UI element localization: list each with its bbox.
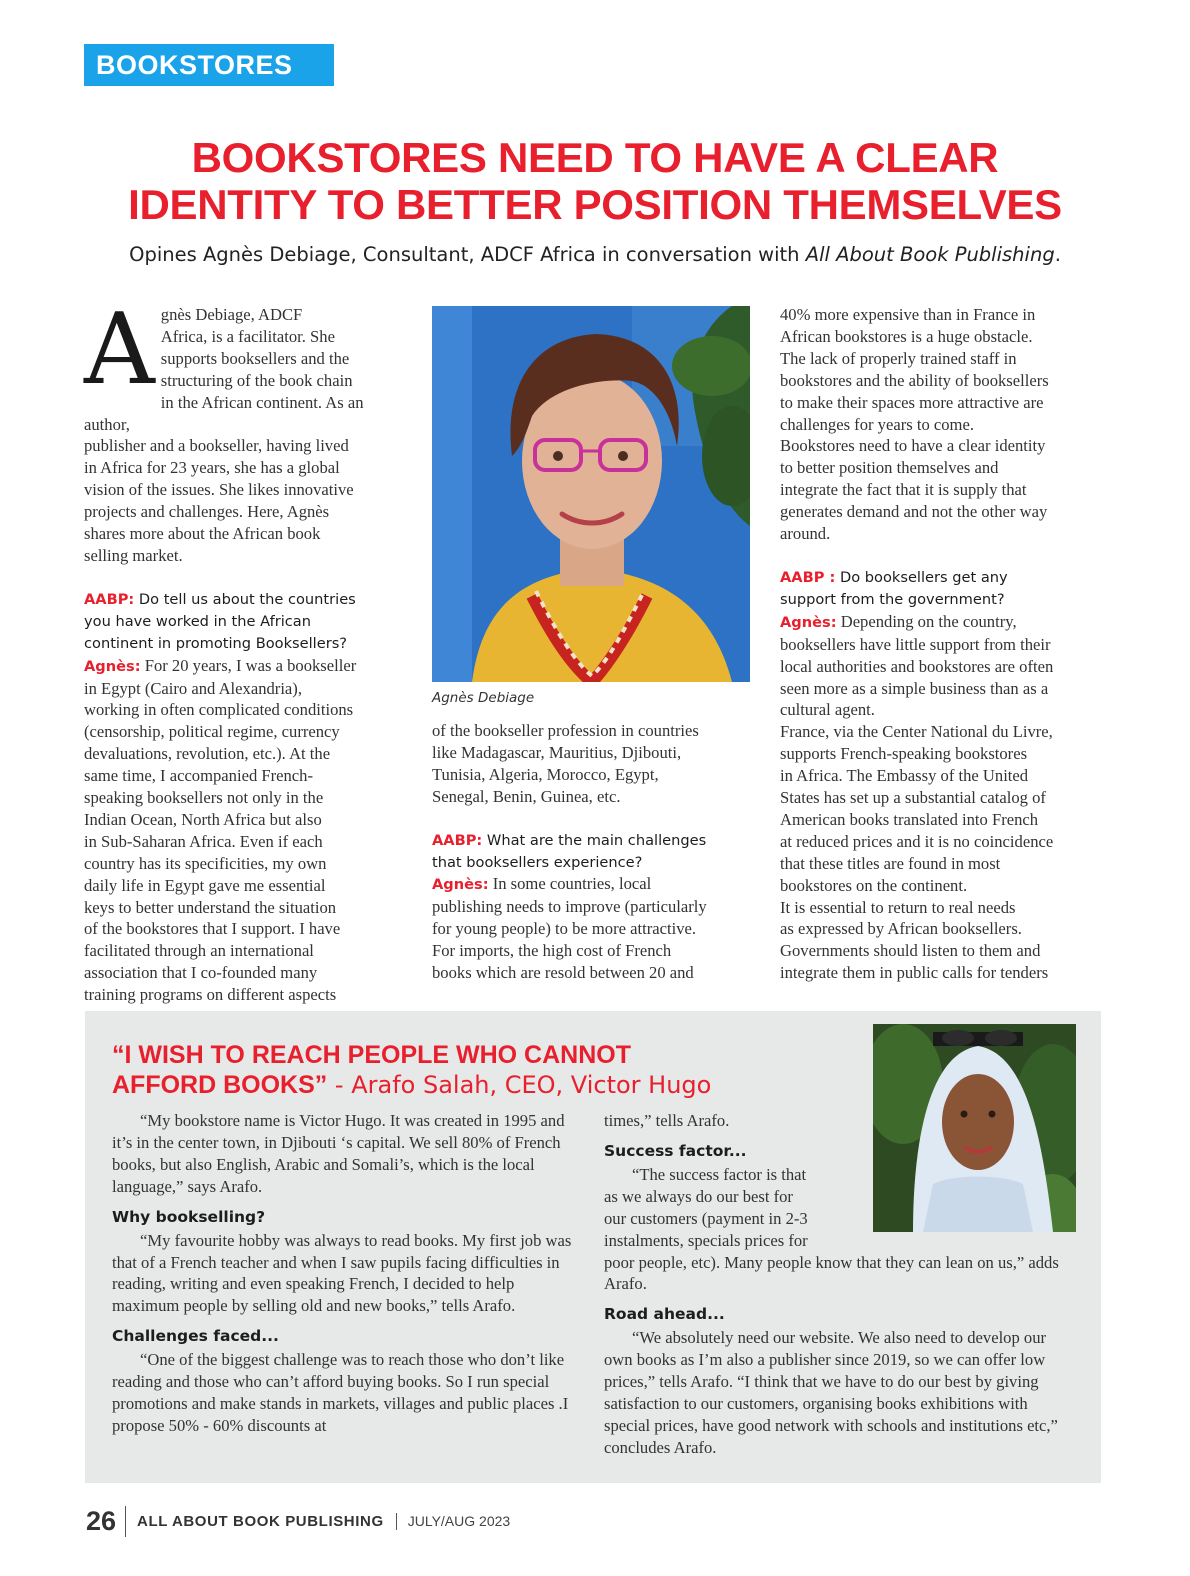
text-line: 40% more expensive than in France in: [780, 305, 1036, 324]
text-line: Senegal, Benin, Guinea, etc.: [432, 786, 621, 806]
text-line: keys to better understand the situation: [84, 897, 337, 917]
text-line: structuring of the book chain: [160, 370, 353, 390]
answer-label: Agnès:: [780, 613, 837, 631]
text-line: Africa, is a facilitator. She: [160, 326, 335, 346]
text-line: devaluations, revolution, etc.). At the: [84, 744, 331, 764]
sidebar-subheading-1: Why bookselling?: [112, 1207, 266, 1226]
sidebar-subheading-4: Road ahead...: [604, 1305, 725, 1324]
text-line: for young people) to be more attractive.: [432, 919, 697, 939]
text-line: American books translated into French: [780, 809, 1039, 829]
sidebar-paragraph-4: [604, 1164, 844, 1252]
text-line: booksellers have little support from their: [780, 634, 1051, 654]
text-line: in Egypt (Cairo and Alexandria),: [84, 678, 302, 698]
text-line: “The success factor is that: [632, 1164, 807, 1184]
question-line: Do booksellers get any: [835, 568, 1008, 586]
sidebar-subheading-2: Challenges faced...: [112, 1327, 279, 1346]
page-footer: [86, 1504, 510, 1538]
text-line: to make their spaces more attractive are: [780, 392, 1044, 412]
sidebar-column-2: [604, 1110, 1074, 1459]
text-line: of the bookseller profession in countries: [432, 721, 699, 740]
text-line: France, via the Center National du Livre,: [780, 722, 1053, 742]
answer-1-first: For 20 years, I was a bookseller: [140, 655, 357, 675]
question-line: that booksellers experience?: [432, 853, 643, 871]
sidebar-title-line-2: AFFORD BOOKS”: [112, 1071, 328, 1099]
text-line: cultural agent.: [780, 700, 875, 720]
sidebar-byline: - Arafo Salah, CEO, Victor Hugo: [327, 1071, 712, 1099]
question-line: What are the main challenges: [482, 831, 707, 849]
answer-2: [432, 873, 752, 984]
text-line: local authorities and bookstores are often: [780, 656, 1054, 676]
article-column-2: [432, 720, 752, 984]
text-line: supports booksellers and the: [160, 348, 350, 368]
subhead-publication: All About Book Publishing: [805, 243, 1055, 266]
answer-label: Agnès:: [432, 876, 489, 894]
sidebar-subheading-3: Success factor...: [604, 1141, 747, 1160]
text-line: publishing needs to improve (particularly: [432, 897, 707, 917]
text-line: selling market.: [84, 545, 183, 565]
text-line: It is essential to return to real needs: [780, 897, 1016, 917]
text-line: in Africa. The Embassy of the United: [780, 766, 1029, 786]
question-line: you have worked in the African: [84, 612, 311, 630]
text-line: Indian Ocean, North Africa but also: [84, 809, 322, 829]
text-line: around.: [780, 524, 831, 544]
answer-3-first: Depending on the country,: [836, 611, 1017, 631]
sidebar-paragraph-5: “We absolutely need our website. We also need to develop our own books as I’m also a publisher since 2019, so we can offer low prices,” tells Arafo. “I think that we have to do our best by giving satisfaction to our customers, organising books exhibitions with special prices, have good network with schools and institutions etc,” concludes Arafo.: [604, 1328, 1058, 1457]
sidebar-title-line-1: “I WISH TO REACH PEOPLE WHO CANNOT: [112, 1041, 631, 1069]
text-line: States has set up a substantial catalog of: [780, 788, 1046, 808]
text-line: seen more as a simple business than as a: [780, 678, 1049, 698]
text-line: Tunisia, Algeria, Morocco, Egypt,: [432, 764, 659, 784]
question-label: AABP :: [780, 568, 836, 586]
text-line: to better position themselves and: [780, 458, 999, 478]
text-line: training programs on different aspects: [84, 985, 337, 1005]
text-line: speaking booksellers not only in the: [84, 788, 324, 808]
sidebar-column-1: [112, 1110, 582, 1437]
article-column-3: [780, 304, 1105, 984]
text-line: at reduced prices and it is no coincidence: [780, 831, 1054, 851]
text-line: projects and challenges. Here, Agnès: [84, 502, 330, 522]
drop-cap: A: [84, 293, 155, 407]
headline-line-1: BOOKSTORES NEED TO HAVE A CLEAR: [191, 134, 999, 181]
text-line: Governments should listen to them and: [780, 941, 1041, 961]
text-line: integrate the fact that it is supply that: [780, 480, 1027, 500]
text-line: (censorship, political regime, currency: [84, 722, 340, 742]
text-line: The lack of properly trained staff in: [780, 348, 1017, 368]
question-1: [84, 589, 402, 655]
text-line: shares more about the African book: [84, 524, 321, 544]
text-line: same time, I accompanied French-: [84, 766, 313, 786]
sidebar-title: [112, 1040, 812, 1100]
text-line: in Sub-Saharan Africa. Even if each: [84, 831, 323, 851]
text-line: working in often complicated conditions: [84, 700, 354, 720]
text-line: daily life in Egypt gave me essential: [84, 875, 326, 895]
subheadline: [60, 240, 1130, 270]
headline: [60, 134, 1130, 228]
text-line: generates demand and not the other way: [780, 502, 1048, 522]
question-line: Do tell us about the countries: [134, 590, 356, 608]
text-line: our customers (payment in 2-3: [604, 1208, 808, 1228]
text-line: of the bookstores that I support. I have: [84, 919, 341, 939]
magazine-name: ALL ABOUT BOOK PUBLISHING: [126, 1513, 397, 1530]
answer-2-first: In some countries, local: [488, 874, 652, 894]
text-line: country has its specificities, my own: [84, 853, 327, 873]
answer-label: Agnès:: [84, 657, 141, 675]
text-line: publisher and a bookseller, having lived: [84, 436, 349, 456]
question-line: continent in promoting Booksellers?: [84, 634, 348, 652]
text-line: books which are resold between 20 and: [432, 963, 694, 983]
text-line: association that I co-founded many: [84, 963, 318, 983]
page-number: 26: [86, 1506, 126, 1537]
text-line: as we always do our best for: [604, 1186, 793, 1206]
sidebar-paragraph-3-end: times,” tells Arafo.: [604, 1111, 730, 1130]
text-line: in Africa for 23 years, she has a global: [84, 458, 340, 478]
question-label: AABP:: [432, 831, 483, 849]
photo-caption: Agnès Debiage: [432, 690, 535, 706]
issue-date: JULY/AUG 2023: [407, 1513, 511, 1529]
sidebar-paragraph-3: “One of the biggest challenge was to reach those who don’t like reading and those who can’t afford buying books. So I run special promotions and make stands in markets, villages and public places .I propose 50% - 60% discounts at: [112, 1350, 569, 1435]
text-line: like Madagascar, Mauritius, Djibouti,: [432, 742, 682, 762]
text-line: African bookstores is a huge obstacle.: [780, 326, 1033, 346]
text-line: instalments, specials prices for: [604, 1230, 808, 1250]
answer-1: [84, 655, 402, 1007]
section-tag: BOOKSTORES: [84, 44, 334, 86]
subhead-text: Opines Agnès Debiage, Consultant, ADCF Africa in conversation with: [129, 243, 806, 266]
subhead-end: .: [1054, 243, 1061, 266]
text-line: that these titles are found in most: [780, 853, 1001, 873]
sidebar-paragraph-1: “My bookstore name is Victor Hugo. It was created in 1995 and it’s in the center town, in Djibouti ‘s capital. We sell 80% of French books, but also English, Arabic and Somali’s, which is the local language,” says Arafo.: [112, 1111, 565, 1196]
text-line: gnès Debiage, ADCF: [160, 305, 303, 324]
headline-line-2: IDENTITY TO BETTER POSITION THEMSELVES: [128, 181, 1062, 228]
text-line: vision of the issues. She likes innovative: [84, 480, 354, 500]
text-line: Bookstores need to have a clear identity: [780, 436, 1046, 456]
portrait-photo-agnes: [432, 306, 750, 682]
text-line: bookstores on the continent.: [780, 875, 968, 895]
question-line: support from the government?: [780, 590, 1005, 608]
question-label: AABP:: [84, 590, 135, 608]
article-column-1: [84, 293, 402, 1006]
sidebar-paragraph-2: “My favourite hobby was always to read books. My first job was that of a French teacher and when I saw pupils facing difficulties in reading, writing and even speaking French, I decided to help maximum people by selling old and new books,” tells Arafo.: [112, 1230, 572, 1316]
text-line: integrate them in public calls for tenders: [780, 963, 1049, 983]
text-line: For imports, the high cost of French: [432, 941, 672, 961]
text-line: in the African continent. As an author,: [84, 392, 364, 434]
text-line: facilitated through an international: [84, 941, 314, 961]
question-2: [432, 830, 752, 874]
text-line: as expressed by African booksellers.: [780, 919, 1022, 939]
text-line: bookstores and the ability of booksellers: [780, 370, 1049, 390]
text-line: supports French-speaking bookstores: [780, 744, 1028, 764]
question-3: [780, 567, 1105, 611]
sidebar-paragraph-4-end: poor people, etc). Many people know that they can lean on us,” adds Arafo.: [604, 1252, 1059, 1294]
text-line: challenges for years to come.: [780, 414, 974, 434]
answer-3: [780, 611, 1105, 984]
